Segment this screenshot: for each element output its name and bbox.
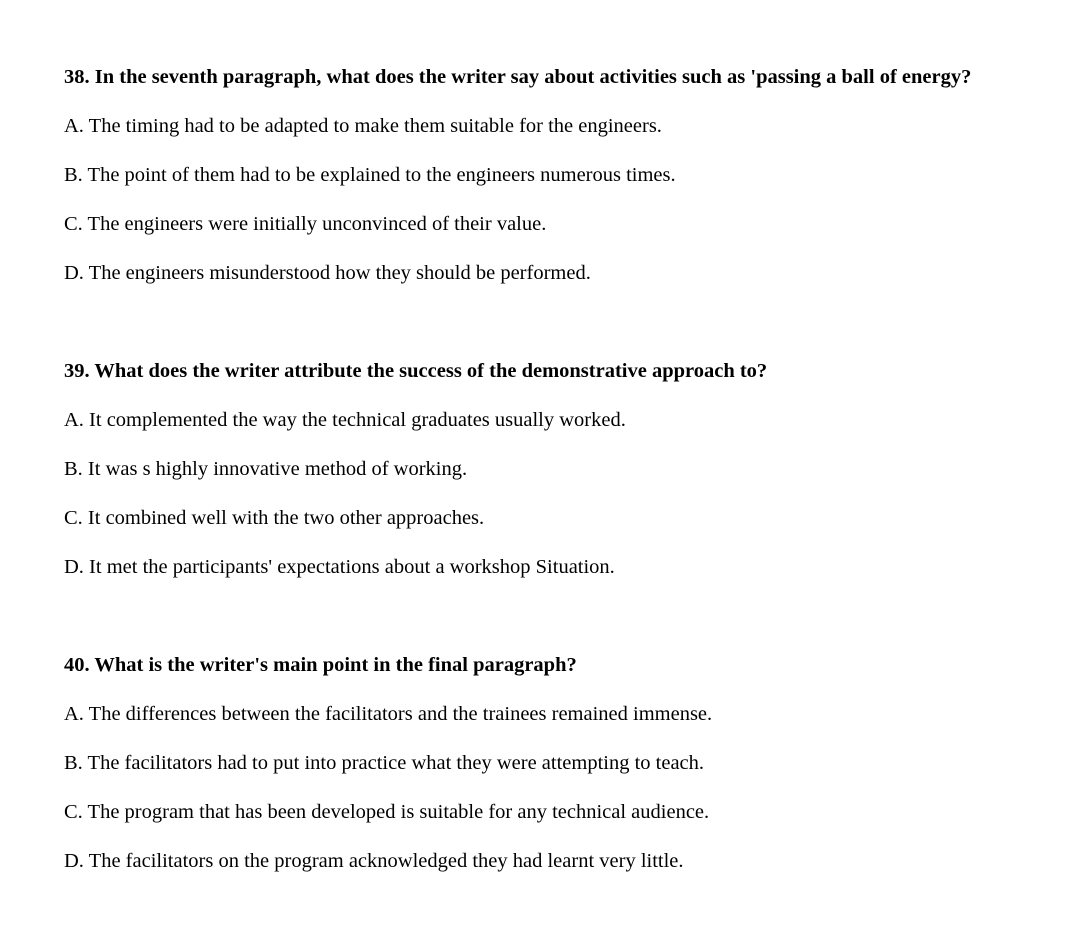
question-39-option-a: A. It complemented the way the technical graduates usually worked.: [64, 409, 626, 431]
question-39-option-b: B. It was s highly innovative method of working.: [64, 458, 468, 480]
question-39-option-d: D. It met the participants' expectations about a workshop Situation.: [64, 556, 615, 578]
question-39: 39. What does the writer attribute the success of the demonstrative approach to?: [64, 360, 768, 382]
question-38: 38. In the seventh paragraph, what does the writer say about activities such as 'passing a ball of energy?: [64, 66, 972, 88]
question-38-option-b: B. The point of them had to be explained to the engineers numerous times.: [64, 164, 676, 186]
question-40-option-b: B. The facilitators had to put into practice what they were attempting to teach.: [64, 752, 705, 774]
question-38-option-d: D. The engineers misunderstood how they should be performed.: [64, 262, 591, 284]
question-40: 40. What is the writer's main point in the final paragraph?: [64, 654, 577, 676]
question-40-option-d: D. The facilitators on the program acknowledged they had learnt very little.: [64, 850, 684, 872]
question-40-option-c: C. The program that has been developed is suitable for any technical audience.: [64, 801, 710, 823]
question-38-option-c: C. The engineers were initially unconvinced of their value.: [64, 213, 547, 235]
question-39-option-c: C. It combined well with the two other approaches.: [64, 507, 485, 529]
question-40-option-a: A. The differences between the facilitators and the trainees remained immense.: [64, 703, 713, 725]
question-38-option-a: A. The timing had to be adapted to make them suitable for the engineers.: [64, 115, 662, 137]
